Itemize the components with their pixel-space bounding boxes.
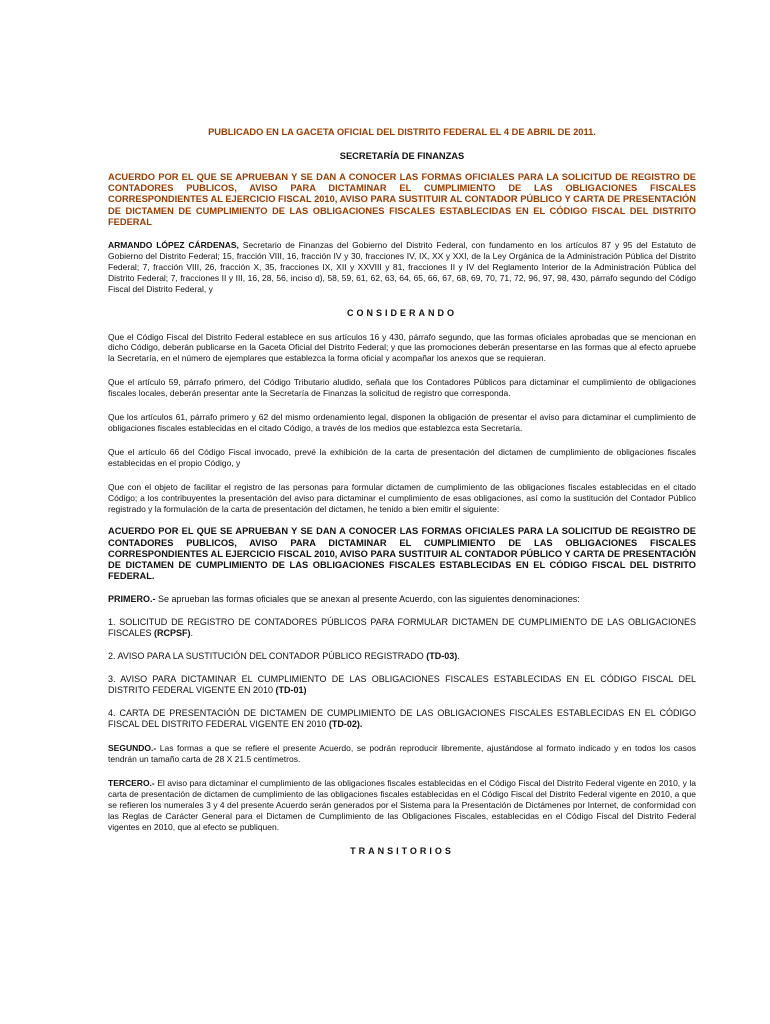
form-item-text: 2. AVISO PARA LA SUSTITUCIÓN DEL CONTADOR PÚBLICO REGISTRADO (108, 651, 427, 662)
form-item-tail: . (190, 628, 194, 639)
article-tercero (108, 778, 696, 833)
considerando-paragraph: Que el artículo 66 del Código Fiscal invocado, prevé la exhibición de la carta de presentación del dictamen de cumplimiento de obligaciones fiscales establecidas en el propio Código, y (108, 446, 696, 468)
form-item (108, 651, 696, 662)
form-item-text: 3. AVISO PARA DICTAMINAR EL CUMPLIMIENTO DE LAS OBLIGACIONES FISCALES ESTABLECIDAS EN EL CÓDIGO FISCAL DEL DISTRITO FEDERAL VIGENTE EN 2010 (108, 674, 696, 696)
form-item-text: 1. SOLICITUD DE REGISTRO DE CONTADORES PÚBLICOS PARA FORMULAR DICTAMEN DE CUMPLIMIENTO DE LAS OBLIGACIONES FISCALES (108, 617, 696, 639)
form-item (108, 674, 696, 696)
intro-paragraph (108, 240, 696, 295)
considerando-paragraph: Que el Código Fiscal del Distrito Federal establece en sus artículos 16 y 430, párrafo segundo, que las formas oficiales aprobadas que se mencionan en dicho Código, deberán publicarse en la Gaceta Oficial del Distrito Federal; y que las promociones deberán presentarse en las formas que al efecto apruebe la Secretaría, en el número de ejemplares que establezca la forma oficial y acompañar los anexos que se requieran. (108, 331, 696, 364)
form-code: (TD-03) (426, 651, 458, 662)
article-text: Las formas a que se refiere el presente Acuerdo, se podrán reproducir libremente, ajustándose al formato indicado y en todos los casos tendrán un tamaño carta de 28 X 21.5 centímetros. (108, 743, 696, 765)
considerando-heading: CONSIDERANDO (346, 307, 457, 318)
article-label: TERCERO.- (108, 778, 155, 789)
agreement-title-repeat: ACUERDO POR EL QUE SE APRUEBAN Y SE DAN A CONOCER LAS FORMAS OFICIALES PARA LA SOLICITUD DE REGISTRO DE CONTADORES PUBLICOS, AVISO PARA DICTAMINAR EL CUMPLIMIENTO DE LAS OBLIGACIONES FISCALES CORRESPONDIENTES AL EJERCICIO FISCAL 2010, AVISO PARA SUSTITUIR AL CONTADOR PÚBLICO Y CARTA DE PRESENTACIÓN DE DICTAMEN DE CUMPLIMIENTO DE LAS OBLIGACIONES FISCALES ESTABLECIDAS EN EL CÓDIGO FISCAL DEL DISTRITO FEDERAL. (108, 526, 696, 582)
publication-notice: PUBLICADO EN LA GACETA OFICIAL DEL DISTRITO FEDERAL EL 4 DE ABRIL DE 2011. (208, 127, 596, 137)
transitorios-heading: TRANSITORIOS (350, 845, 454, 856)
form-item (108, 708, 696, 730)
signatory-name: ARMANDO LÓPEZ CÁRDENAS, (108, 240, 239, 251)
article-text: Se aprueban las formas oficiales que se anexan al presente Acuerdo, con las siguientes denominaciones: (155, 594, 580, 605)
considerando-paragraph: Que con el objeto de facilitar el registro de las personas para formular dictamen de cumplimiento de las obligaciones fiscales establecidas en el citado Código; a los contribuyentes la presentación del aviso para dictaminar el cumplimiento de esas obligaciones, así como la sustitución del Contador Público registrado y la formulación de la carta de presentación del dictamen, he tenido a bien emitir el siguiente: (108, 481, 696, 514)
article-primero (108, 594, 696, 605)
considerando-paragraph: Que el artículo 59, párrafo primero, del Código Tributario aludido, señala que los Contadores Públicos para dictaminar el cumplimiento de obligaciones fiscales locales, deberán presentar ante la Secretaría de Finanzas la solicitud de registro que corresponda. (108, 377, 696, 399)
secretariat-heading: SECRETARÍA DE FINANZAS (339, 151, 465, 161)
form-item (108, 617, 696, 639)
form-item-tail: . (457, 651, 460, 662)
form-code: (TD-02). (328, 719, 363, 730)
form-code: (TD-01) (275, 685, 307, 696)
article-segundo (108, 743, 696, 765)
considerando-paragraph: Que los artículos 61, párrafo primero y 62 del mismo ordenamiento legal, disponen la obligación de presentar el aviso para dictaminar el cumplimiento de obligaciones fiscales establecidas en el citado Código, a través de los medios que establezca esta Secretaría. (108, 412, 696, 433)
article-label: PRIMERO.- (108, 594, 156, 605)
form-code: (RCPSF) (154, 628, 191, 639)
article-text: El aviso para dictaminar el cumplimiento de las obligaciones fiscales establecidas en el Código Fiscal del Distrito Federal vigente en 2010, y la carta de presentación de dictamen de cumplimiento de las obligaciones fiscales establecidas en el Código Fiscal del Distrito Federal vigente en 2010, a que se refieren los numerales 3 y 4 del presente Acuerdo serán generados por el Sistema para la Presentación de Dictámenes por Internet, de conformidad con las Reglas de Carácter General para el Dictamen de Cumplimiento de las Obligaciones Fiscales, establecidas en el Código Fiscal del Distrito Federal vigentes en 2010, que al efecto se publiquen. (108, 778, 696, 832)
form-item-text: 4. CARTA DE PRESENTACIÓN DE DICTAMEN DE CUMPLIMIENTO DE LAS OBLIGACIONES FISCALES ESTABLECIDAS EN EL CÓDIGO FISCAL DEL DISTRITO FEDERAL VIGENTE EN 2010 (108, 708, 696, 730)
article-label: SEGUNDO.- (108, 743, 157, 754)
agreement-title: ACUERDO POR EL QUE SE APRUEBAN Y SE DAN A CONOCER LAS FORMAS OFICIALES PARA LA SOLICITUD DE REGISTRO DE CONTADORES PUBLICOS, AVISO PARA DICTAMINAR EL CUMPLIMIENTO DE LAS OBLIGACIONES FISCALES CORRESPONDIENTES AL EJERCICIO FISCAL 2010, AVISO PARA SUSTITUIR AL CONTADOR PÚBLICO Y CARTA DE PRESENTACIÓN DE DICTAMEN DE CUMPLIMIENTO DE LAS OBLIGACIONES FISCALES ESTABLECIDAS EN EL CÓDIGO FISCAL DEL DISTRITO FEDERAL (108, 172, 696, 227)
intro-text: Secretario de Finanzas del Gobierno del Distrito Federal, con fundamento en los artículos 87 y 95 del Estatuto de Gobierno del Distrito Federal; 15, fracción VIII, 16, fracción IV y 30, fracciones IV, IX, XX y XXI, de la Ley Orgánica de la Administración Pública del Distrito Federal; 7, fracción VIII, 26, fracción X, 35, fracciones IX, XII y XXVIII y 81, fracciones II y IV del Reglamento Interior de la Administración Pública del Distrito Federal; 7, fracciones II y III, 16, 28, 56, inciso d), 58, 59, 61, 62, 63, 64, 65, 66, 67, 68, 69, 70, 71, 72, 96, 97, 98, 430, párrafo segundo del Código Fiscal del Distrito Federal, y (108, 240, 696, 294)
